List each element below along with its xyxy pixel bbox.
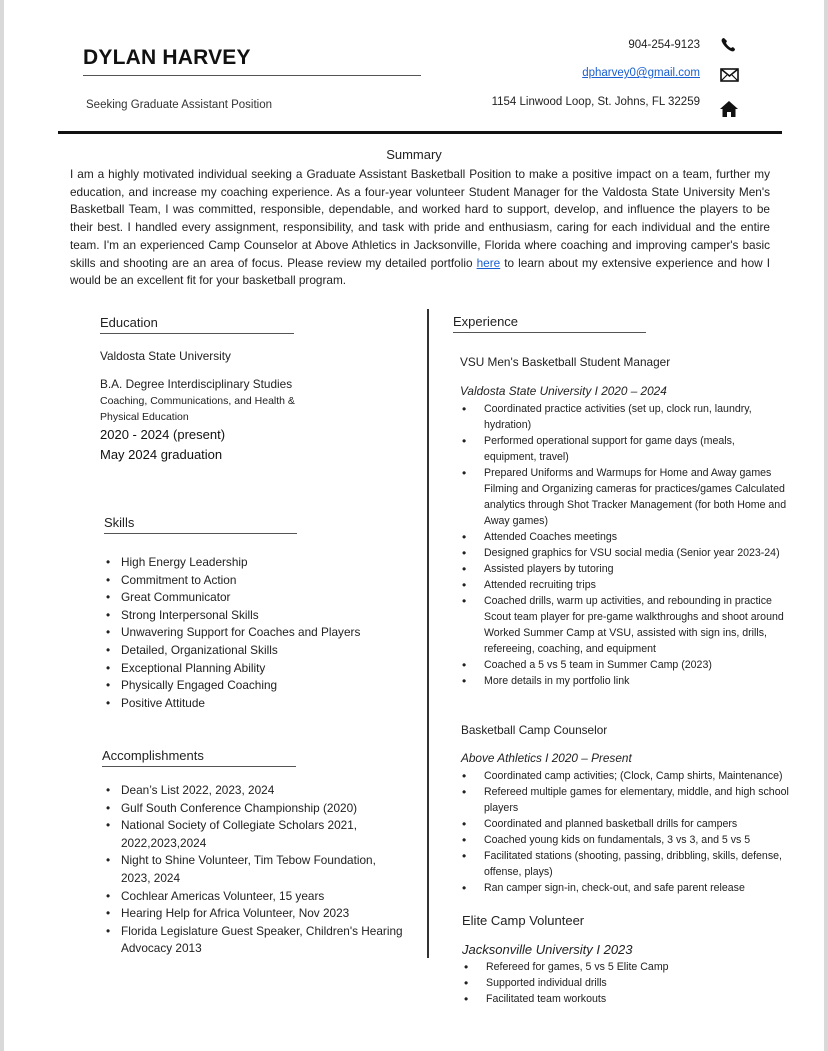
education-years: 2020 - 2024 (present) [100,427,226,442]
name-underline [83,75,421,76]
duty-item: • Coached a 5 vs 5 team in Summer Camp (2023) [460,657,790,673]
duty-item: • Coordinated practice activities (set up, clock run, laundry, hydration) [460,401,790,433]
email-link[interactable]: dpharvey0@gmail.com [582,67,700,79]
skills-title: Skills [104,515,297,534]
concentration-line: Physical Education [100,411,189,423]
job-title: Basketball Camp Counselor [461,723,608,737]
duty-item: • Ran camper sign-in, check-out, and safe parent release [460,880,800,896]
header-divider [58,131,782,134]
accomplishment-item: • Night to Shine Volunteer, Tim Tebow Foundation, 2023, 2024 [104,852,404,887]
skills-list [104,554,404,712]
duty-item: • Coached drills, warm up activities, and rebounding in practice Scout team player for pre-game walkthroughs and shoot around Worked Summer Camp at VSU, assisted with sign ins, drills, refereeing, coaching, and equipment [460,593,790,657]
duty-item: • Performed operational support for game days (meals, equipment, travel) [460,433,790,465]
objective-line: Seeking Graduate Assistant Position [86,99,273,111]
accomplishment-item: • Cochlear Americas Volunteer, 15 years [104,888,404,906]
phone-number: 904-254-9123 [628,39,700,51]
duty-item: • Attended recruiting trips [460,577,790,593]
job-duties [460,401,790,689]
job-organization: Jacksonville University I 2023 [462,942,633,957]
portfolio-link[interactable]: here [476,255,501,270]
duty-item: • Facilitated team workouts [462,991,792,1007]
accomplishments-title: Accomplishments [102,748,296,767]
skill-item: • Unwavering Support for Coaches and Players [104,624,404,642]
duty-item: • More details in my portfolio link [460,673,790,689]
skill-item: • Commitment to Action [104,572,404,590]
accomplishment-item: • Gulf South Conference Championship (2020) [104,800,404,818]
summary-title: Summary [386,147,442,162]
skill-item: • Exceptional Planning Ability [104,660,404,678]
skill-item: • Physically Engaged Coaching [104,677,404,695]
duty-item: • Coordinated and planned basketball drills for campers [460,816,800,832]
job-title: VSU Men's Basketball Student Manager [460,355,671,369]
resume-page [4,0,824,1051]
duty-item: • Supported individual drills [462,975,792,991]
skill-item: • High Energy Leadership [104,554,404,572]
address-line: 1154 Linwood Loop, St. Johns, FL 32259 [491,96,700,108]
home-icon [718,100,740,118]
phone-icon [718,36,740,54]
experience-section [453,314,646,333]
summary-text [70,166,770,290]
job-duties [462,959,792,1007]
accomplishments-list [104,782,404,958]
skill-item: • Strong Interpersonal Skills [104,607,404,625]
accomplishment-item: • National Society of Collegiate Scholars 2021, 2022,2023,2024 [104,817,404,852]
education-title: Education [100,315,294,334]
accomplishment-item: • Hearing Help for Africa Volunteer, Nov 2023 [104,905,404,923]
duty-item: • Refereed for games, 5 vs 5 Elite Camp [462,959,792,975]
duty-item: • Coordinated camp activities; (Clock, Camp shirts, Maintenance) [460,768,800,784]
summary-body: I am a highly motivated individual seeking a Graduate Assistant Basketball Position to make a positive impact on a team, further my education, and increase my coaching experience. As a four-year volunteer Student Manager for the Valdosta State University Men's Basketball Team, I was committed, responsible, dependable, and worked hard to support, develop, and influence the players to be their best. I handled every assignment, responsibility, and task with pride and enthusiasm, caring for each individual and the entire team. I'm an experienced Camp Counselor at Above Athletics in Jacksonville, Florida where coaching and improving camper's basic skills and shooting are an area of focus. Please review my detailed portfolio [70,167,770,270]
skill-item: • Detailed, Organizational Skills [104,642,404,660]
duty-item: • Refereed multiple games for elementary, middle, and high school players [460,784,800,816]
education-degree: B.A. Degree Interdisciplinary Studies [100,377,293,391]
concentration-line: Coaching, Communications, and Health & [100,395,295,407]
accomplishments-section [102,748,296,767]
job-title: Elite Camp Volunteer [462,913,585,928]
accomplishment-item: • Dean’s List 2022, 2023, 2024 [104,782,404,800]
duty-item: • Assisted players by tutoring [460,561,790,577]
skill-item: • Positive Attitude [104,695,404,713]
candidate-name: DYLAN HARVEY [83,46,251,69]
duty-item: • Facilitated stations (shooting, passing, dribbling, skills, defense, offense, plays) [460,848,800,880]
summary-tail: to learn about my extensive experience and how I would be an excellent fit for your basketball program. [70,255,771,288]
job-duties [460,768,800,896]
accomplishment-item: • Florida Legislature Guest Speaker, Children's Hearing Advocacy 2013 [104,923,404,958]
email-line [582,67,700,79]
skills-section [104,515,297,534]
duty-item: • Designed graphics for VSU social media (Senior year 2023-24) [460,545,790,561]
education-school: Valdosta State University [100,349,231,363]
education-section [100,315,294,334]
duty-item: • Attended Coaches meetings [460,529,790,545]
column-divider [427,309,429,958]
job-organization: Above Athletics I 2020 – Present [461,751,632,765]
experience-title: Experience [453,314,646,333]
duty-item: • Prepared Uniforms and Warmups for Home and Away games Filming and Organizing cameras for practices/games Calculated analytics through Shot Tracker Management (for both Home and Away games) [460,465,790,529]
education-concentration [100,393,295,425]
skill-item: • Great Communicator [104,589,404,607]
envelope-icon [718,66,740,84]
duty-item: • Coached young kids on fundamentals, 3 vs 3, and 5 vs 5 [460,832,800,848]
job-organization: Valdosta State University I 2020 – 2024 [460,384,667,398]
education-graduation: May 2024 graduation [100,447,223,462]
